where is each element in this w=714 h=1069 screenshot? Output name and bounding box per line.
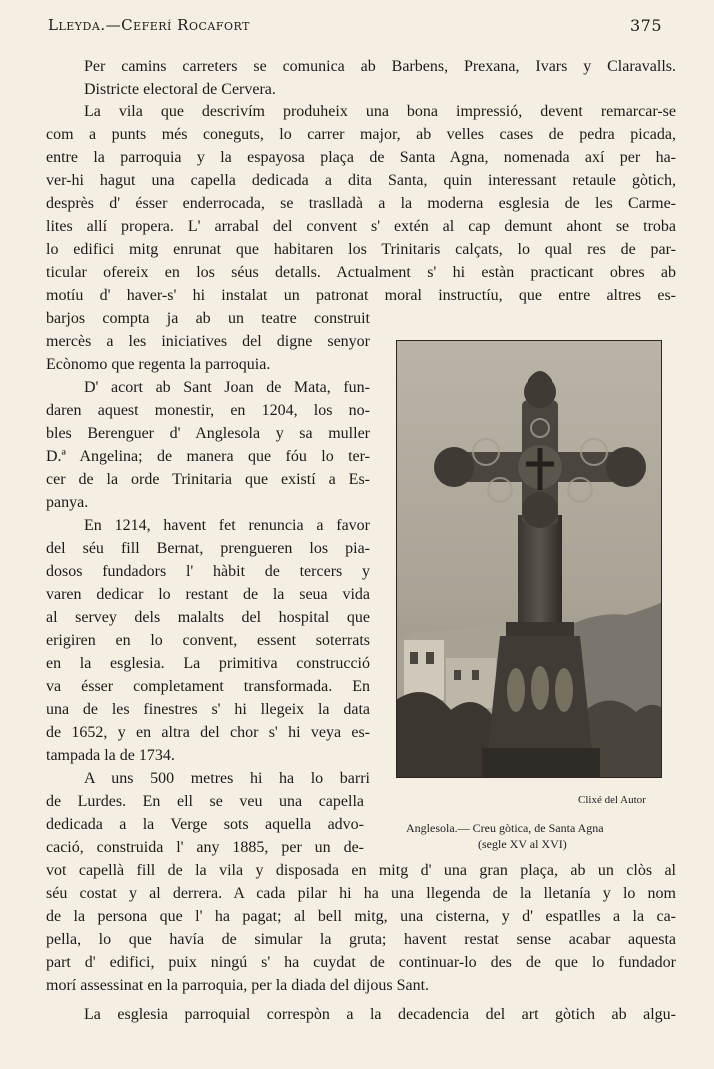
- text-line: Ecònomo que regenta la parroquia.: [46, 356, 271, 373]
- text-line: erigiren en lo convent, essent soterrats: [46, 632, 370, 649]
- text-line: morí assessinat en la parroquia, per la diada del dijous Sant.: [46, 977, 430, 994]
- text-line: bles Berenguer d' Anglesola y sa muller: [46, 425, 370, 442]
- text-line: D.ª Angelina; de manera que fóu lo ter-: [46, 448, 370, 465]
- text-line: A uns 500 metres hi ha lo barri: [84, 770, 370, 787]
- text-line: séu costat y al derrera. A cada pilar hi ha una llegenda de la lletanía y lo nom: [46, 885, 676, 902]
- text-line: part d' edifici, puix ningú s' ha cuydat de continuar-lo des de que lo fundador: [46, 954, 676, 971]
- text-line: de 1652, y en altra del chor s' hi veya es-: [46, 724, 370, 741]
- text-line: vot capellà fill de la vila y disposada en mitg d' una gran plaça, ab un clòs al: [46, 862, 676, 879]
- text-line: En 1214, havent fet renuncia a favor: [84, 517, 370, 534]
- text-line: cació, construida l' any 1885, per un de-: [46, 839, 364, 856]
- text-line: Per camins carreters se comunica ab Barbens, Prexana, Ivars y Claravalls.: [84, 58, 676, 75]
- text-line: de Lurdes. En ell se veu una capella: [46, 793, 364, 810]
- text-line: tampada la de 1734.: [46, 747, 175, 764]
- text-line: dedicada a la Verge sots aquella advo-: [46, 816, 364, 833]
- text-line: motíu d' haver-s' hi instalat un patronat moral instructíu, que entre altres es-: [46, 287, 676, 304]
- text-line: daren aquest monestir, en 1204, los no-: [46, 402, 370, 419]
- text-line: barjos compta ja ab un teatre construit: [46, 310, 370, 327]
- text-line: lo edifici mitg enrunat que habitaren los Trinitaris calçats, lo qual res de par-: [46, 241, 676, 258]
- text-line: dosos fundadors l' hàbit de tercers y: [46, 563, 370, 580]
- photo-credit: Clixé del Autor: [578, 794, 646, 806]
- running-header: [48, 14, 662, 40]
- text-line: mercès a les iniciatives del digne senyor: [46, 333, 370, 350]
- text-line: varen dedicar lo restant de la seua vida: [46, 586, 370, 603]
- text-line: ver-hi hagut una capella dedicada a dita Santa, quin interessant retaule gòtich,: [46, 172, 676, 189]
- text-line: lites allí propera. L' arrabal del convent s' extén al cap demunt ahont se troba: [46, 218, 676, 235]
- text-line: va ésser completament transformada. En: [46, 678, 370, 695]
- text-line: Districte electoral de Cervera.: [84, 81, 276, 98]
- cross-illustration: [396, 340, 662, 778]
- text-line: La vila que descrivím produheix una bona impressió, devent remarcar-se: [84, 103, 676, 120]
- cross-photograph: [396, 340, 662, 778]
- text-line: panya.: [46, 494, 89, 511]
- text-line: del séu fill Bernat, prengueren los pia-: [46, 540, 370, 557]
- text-line: en la esglesia. La primitiva construcció: [46, 655, 370, 672]
- text-line: cer de la orde Trinitaria que existí a Es-: [46, 471, 370, 488]
- text-line: com a punts més coneguts, lo carrer major, ab velles cases de pedra picada,: [46, 126, 676, 143]
- running-title: Lleyda.—Ceferí Rocafort: [48, 16, 250, 34]
- text-line: al servey dels malalts del hospital que: [46, 609, 370, 626]
- text-line: entre la parroquia y la espayosa plaça de Santa Agna, nomenada axí per ha-: [46, 149, 676, 166]
- text-line: pella, lo que havía de simular la gruta; havent restat sense acabar aquesta: [46, 931, 676, 948]
- page-number: 375: [629, 16, 662, 35]
- text-line: La esglesia parroquial correspòn a la decadencia del art gòtich ab algu-: [84, 1006, 676, 1023]
- text-line: una de les finestres s' hi llegeix la data: [46, 701, 370, 718]
- text-line: de la persona que l' ha pagat; al bell mitg, una cisterna, y d' espatlles a la ca-: [46, 908, 676, 925]
- text-line: desprès d' ésser enderrocada, se traslladà a la moderna esglesia de les Carme-: [46, 195, 676, 212]
- text-line: ticular ofereix en los séus detalls. Actualment s' hi estàn practicant obres ab: [46, 264, 676, 281]
- figure-caption: Anglesola.— Creu gòtica, de Santa Agna: [406, 821, 604, 835]
- text-line: D' acort ab Sant Joan de Mata, fun-: [84, 379, 370, 396]
- figure-caption-subtitle: (segle XV al XVI): [478, 837, 567, 851]
